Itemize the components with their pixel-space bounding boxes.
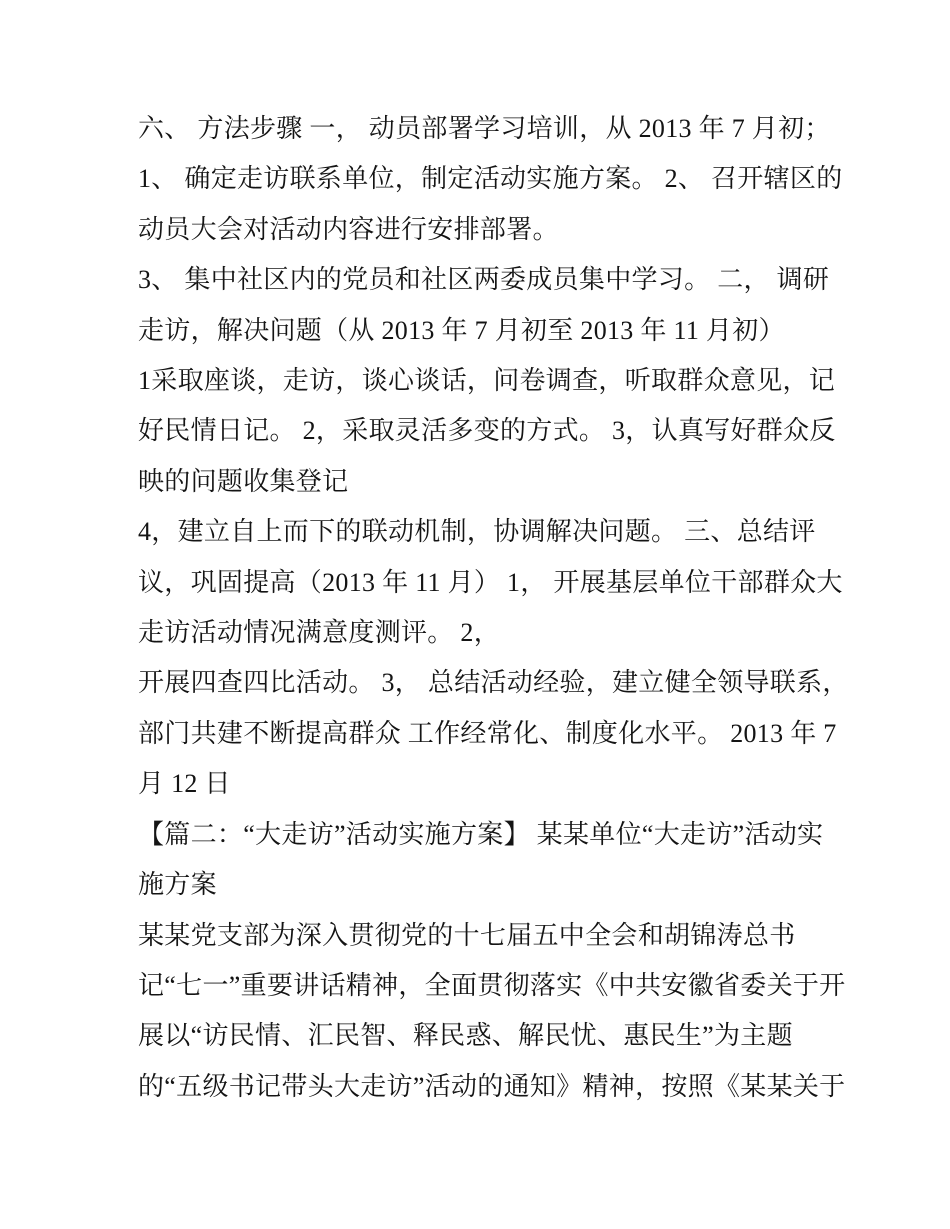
text-line: 部门共建不断提高群众 工作经常化、制度化水平。 2013 年 7 (138, 718, 837, 748)
text-line: 月 12 日 (138, 769, 231, 799)
text-line: 记“七一”重要讲话精神，全面贯彻落实《中共安徽省委关于开 (138, 970, 846, 1000)
text-line: 好民情日记。 2，采取灵活多变的方式。 3，认真写好群众反 (138, 416, 836, 446)
document-text-block (138, 104, 849, 1112)
text-line: 展以“访民情、汇民智、释民惑、解民忧、惠民生”为主题 (138, 1021, 793, 1051)
text-line: 的“五级书记带头大走访”活动的通知》精神，按照《某某关于 (138, 1071, 846, 1101)
text-line: 某某党支部为深入贯彻党的十七届五中全会和胡锦涛总书 (138, 920, 796, 950)
text-line: 走访活动情况满意度测评。 2， (138, 618, 501, 648)
text-line: 施方案 (138, 870, 217, 900)
text-line: 开展四查四比活动。 3， 总结活动经验，建立健全领导联系， (138, 668, 849, 698)
text-line: 走访，解决问题（从 2013 年 7 月初至 2013 年 11 月初） (138, 315, 785, 345)
text-line: 六、 方法步骤 一， 动员部署学习培训，从 2013 年 7 月初； (138, 114, 831, 143)
text-line: 1、 确定走访联系单位，制定活动实施方案。 2、 召开辖区的 (138, 164, 843, 194)
text-line: 4，建立自上而下的联动机制，协调解决问题。 三、总结评 (138, 517, 816, 547)
text-line: 3、 集中社区内的党员和社区两委成员集中学习。 二， 调研 (138, 265, 830, 295)
text-line: 1采取座谈，走访，谈心谈话，问卷调查，听取群众意见，记 (138, 366, 836, 396)
text-line: 议，巩固提高（2013 年 11 月） 1， 开展基层单位干部群众大 (138, 567, 843, 597)
text-line: 映的问题收集登记 (138, 466, 349, 496)
text-line: 动员大会对活动内容进行安排部署。 (138, 214, 559, 244)
text-line: 【篇二：“大走访”活动实施方案】 某某单位“大走访”活动实 (138, 819, 824, 849)
